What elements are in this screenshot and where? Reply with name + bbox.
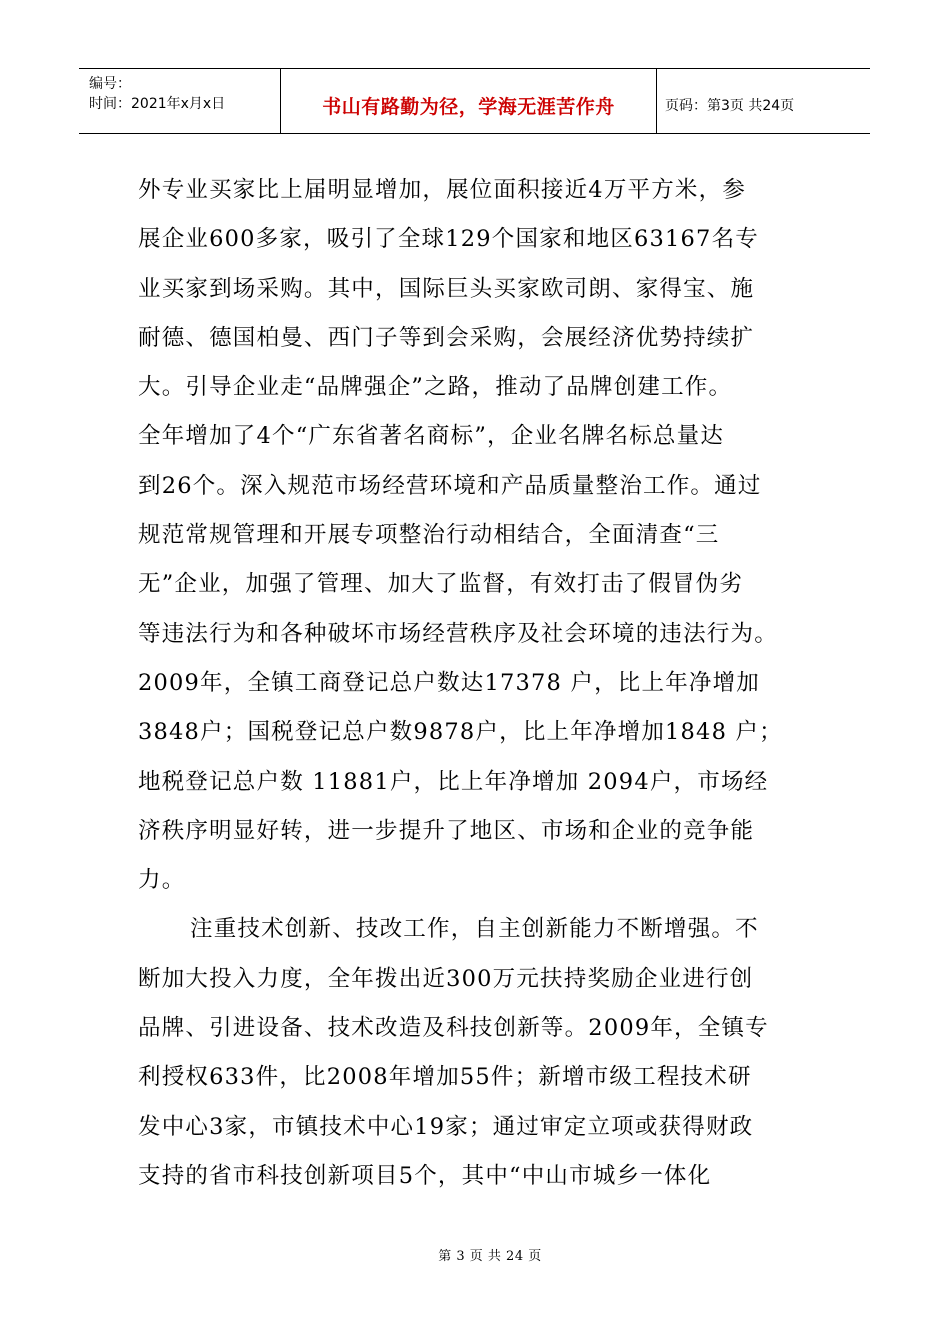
motto-text: 书山有路勤为径，学海无涯苦作舟 xyxy=(322,95,615,118)
page-footer xyxy=(0,1245,950,1264)
text-line: 地税登记总户数 11881户，比上年净增加 2094户，市场经 xyxy=(138,768,769,795)
text-line: 耐德、德国柏曼、西门子等到会采购，会展经济优势持续扩 xyxy=(138,324,755,351)
document-body xyxy=(138,166,814,1201)
text-line: 济秩序明显好转，进一步提升了地区、市场和企业的竞争能 xyxy=(138,817,755,844)
text-line: 利授权633件，比2008年增加55件；新增市级工程技术研 xyxy=(138,1064,752,1091)
text-line: 等违法行为和各种破坏市场经营秩序及社会环境的违法行为。 xyxy=(138,620,778,647)
text-line: 3848户；国税登记总户数9878户，比上年净增加1848 户； xyxy=(138,719,783,746)
paragraph xyxy=(138,166,814,905)
page-info-text: 页码：第3页 共24页 xyxy=(665,98,795,114)
document-number-label: 编号： xyxy=(89,76,131,92)
text-line: 无”企业，加强了管理、加大了监督，有效打击了假冒伪劣 xyxy=(138,571,744,598)
text-line: 业买家到场采购。其中，国际巨头买家欧司朗、家得宝、施 xyxy=(138,275,755,302)
text-line: 力。 xyxy=(138,867,186,894)
text-line: 2009年，全镇工商登记总户数达17378 户，比上年净增加 xyxy=(138,669,760,696)
header-meta xyxy=(79,69,281,133)
text-line: 支持的省市科技创新项目5个，其中“中山市城乡一体化 xyxy=(138,1162,712,1189)
text-line: 外专业买家比上届明显增加，展位面积接近4万平方米，参 xyxy=(138,177,747,203)
footer-page-number: 第 3 页 共 24 页 xyxy=(438,1249,542,1264)
text-line: 大。引导企业走“品牌强企”之路，推动了品牌创建工作。 xyxy=(138,374,733,401)
header-motto xyxy=(281,69,657,133)
text-line: 发中心3家，市镇技术中心19家；通过审定立项或获得财政 xyxy=(138,1113,754,1140)
document-time-label: 时间：2021年x月x日 xyxy=(89,96,226,112)
text-line: 到26个。深入规范市场经营环境和产品质量整治工作。通过 xyxy=(138,472,762,499)
header-page-info xyxy=(657,69,870,133)
text-line: 规范常规管理和开展专项整治行动相结合，全面清查“三 xyxy=(138,522,720,549)
page-header xyxy=(79,68,870,134)
paragraph xyxy=(138,905,814,1201)
text-line: 品牌、引进设备、技术改造及科技创新等。2009年，全镇专 xyxy=(138,1015,769,1042)
text-line: 展企业600多家，吸引了全球129个国家和地区63167名专 xyxy=(138,226,759,253)
text-line: 全年增加了4个“广东省著名商标”，企业名牌名标总量达 xyxy=(138,423,725,450)
text-line: 断加大投入力度，全年拨出近300万元扶持奖励企业进行创 xyxy=(138,965,754,992)
text-line: 注重技术创新、技改工作，自主创新能力不断增强。不 xyxy=(190,916,759,943)
